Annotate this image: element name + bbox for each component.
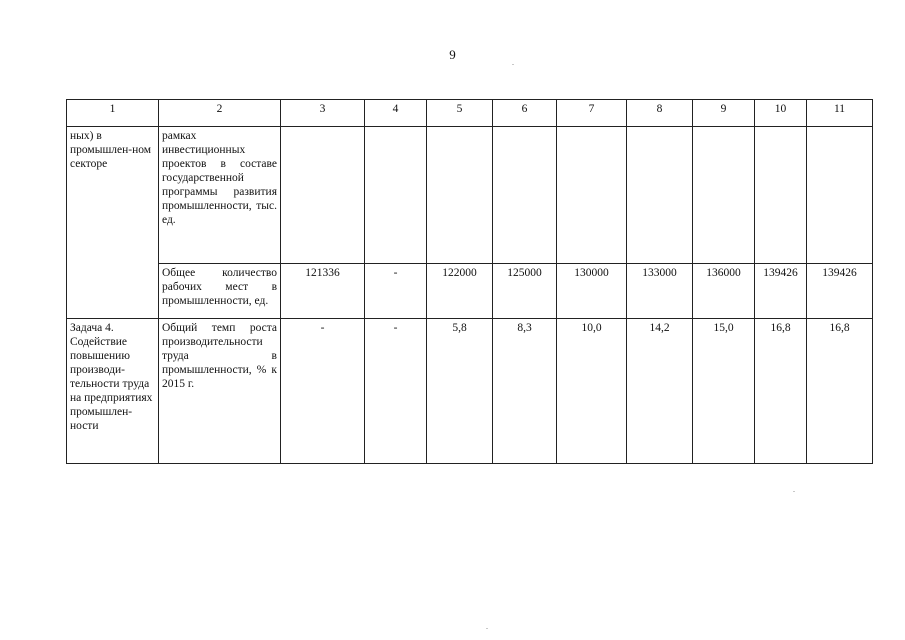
value-cell: 125000 [493,264,557,319]
header-cell: 3 [281,100,365,127]
header-cell: 1 [67,100,159,127]
header-cell: 7 [557,100,627,127]
value-cell [493,127,557,264]
header-cell: 5 [427,100,493,127]
value-cell: - [365,319,427,464]
value-cell [627,127,693,264]
header-row [67,100,873,127]
value-cell: - [281,319,365,464]
value-cell [693,127,755,264]
page-number: 9 [449,47,456,62]
task-cell: Задача 4. Содействие повышению производи-тельности труда на предприятиях промышлен-ности [67,319,159,464]
value-cell: - [365,264,427,319]
value-cell: 121336 [281,264,365,319]
value-cell: 5,8 [427,319,493,464]
value-cell: 139426 [807,264,873,319]
header-cell: 10 [755,100,807,127]
task-cell: ных) в промышлен-ном секторе [67,127,159,319]
table-row [67,319,873,464]
scan-speck [793,491,795,492]
value-cell: 136000 [693,264,755,319]
value-cell [281,127,365,264]
table-row [67,264,873,319]
value-cell: 10,0 [557,319,627,464]
value-cell [755,127,807,264]
header-cell: 2 [159,100,281,127]
value-cell: 16,8 [807,319,873,464]
header-cell: 6 [493,100,557,127]
header-cell: 11 [807,100,873,127]
indicator-cell: Общий темп роста производительности труда в промышленности, % к 2015 г. [159,319,281,464]
value-cell [807,127,873,264]
indicator-table [66,99,873,464]
value-cell: 130000 [557,264,627,319]
scan-speck [512,64,514,65]
header-cell: 9 [693,100,755,127]
value-cell: 16,8 [755,319,807,464]
value-cell: 15,0 [693,319,755,464]
value-cell: 14,2 [627,319,693,464]
table-row [67,127,873,264]
value-cell: 133000 [627,264,693,319]
value-cell: 8,3 [493,319,557,464]
indicator-cell: рамках инвестиционных проектов в составе государственной программы развития промышленности, тыс. ед. [159,127,281,264]
value-cell [365,127,427,264]
value-cell: 122000 [427,264,493,319]
header-cell: 8 [627,100,693,127]
scan-speck [486,628,488,629]
value-cell: 139426 [755,264,807,319]
indicator-cell: Общее количество рабочих мест в промышленности, ед. [159,264,281,319]
header-cell: 4 [365,100,427,127]
value-cell [557,127,627,264]
value-cell [427,127,493,264]
